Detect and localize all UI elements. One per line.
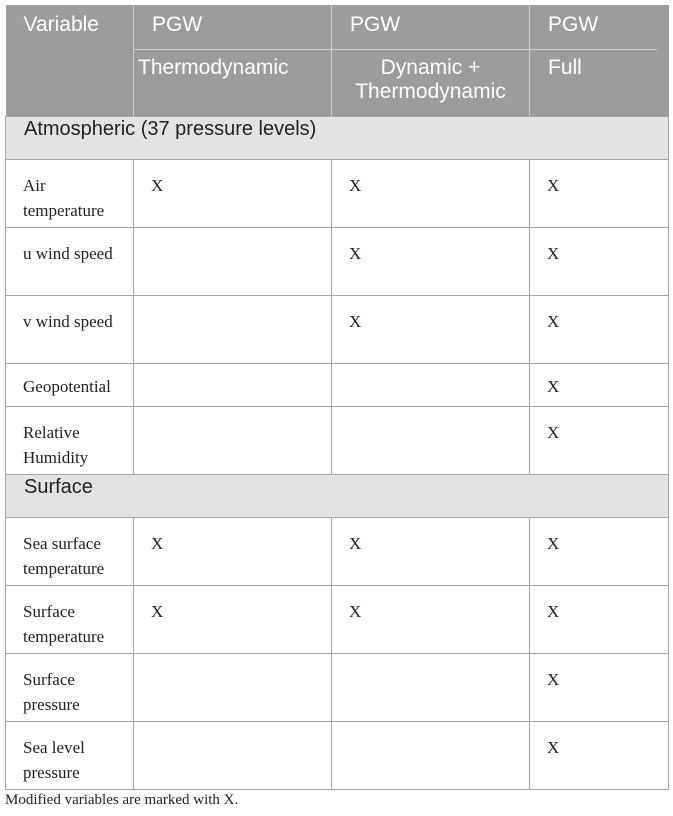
mark-cell [134,406,332,474]
header-col-2-top: PGW [350,13,401,36]
mark-cell [134,653,332,721]
mark-cell: X [530,653,669,721]
mark-cell: X [134,585,332,653]
section-title: Surface [6,474,669,517]
table-footnote: Modified variables are marked with X. [5,792,239,808]
mark-cell: X [530,363,669,406]
table-row [6,159,669,227]
mark-cell: X [332,585,530,653]
header-col-2-sub: Dynamic + Thermodynamic [355,56,506,103]
variable-cell: u wind speed [6,227,134,295]
table-row [6,363,669,406]
mark-cell: X [332,227,530,295]
variable-cell: Surface pressure [6,653,134,721]
mark-cell: X [134,517,332,585]
mark-cell: X [332,517,530,585]
header-col-thermodynamic [134,5,332,116]
variable-cell: Geopotential [6,363,134,406]
header-col-full [530,5,669,116]
variable-cell: v wind speed [6,295,134,363]
variable-cell: Sea level pressure [6,721,134,789]
variable-cell: Surface temperature [6,585,134,653]
table-row [6,517,669,585]
mark-cell [332,721,530,789]
mark-cell: X [134,159,332,227]
variable-cell: Air temperature [6,159,134,227]
table-header-row [6,5,669,116]
data-table-container [5,5,668,790]
section-title: Atmospheric (37 pressure levels) [6,116,669,159]
mark-cell: X [530,159,669,227]
table-row [6,653,669,721]
mark-cell [332,406,530,474]
mark-cell: X [530,295,669,363]
header-variable [6,5,134,116]
mark-cell [134,227,332,295]
mark-cell [332,653,530,721]
mark-cell: X [530,585,669,653]
variable-cell: Sea surface temperature [6,517,134,585]
variable-cell: Relative Humidity [6,406,134,474]
header-variable-label: Variable [23,13,99,36]
mark-cell: X [530,227,669,295]
mark-cell: X [332,295,530,363]
mark-cell [332,363,530,406]
header-col-1-top: PGW [152,13,203,36]
mark-cell: X [530,517,669,585]
section-row [6,116,669,159]
table-row [6,406,669,474]
header-col-3-sub: Full [548,56,582,79]
mark-cell: X [530,406,669,474]
mark-cell: X [332,159,530,227]
header-col-1-sub: Thermodynamic [138,56,289,79]
mark-cell [134,721,332,789]
mark-cell: X [530,721,669,789]
mark-cell [134,295,332,363]
table-row [6,585,669,653]
mark-cell [134,363,332,406]
table-row [6,721,669,789]
table-row [6,227,669,295]
section-row [6,474,669,517]
header-col-3-top: PGW [548,13,599,36]
table-row [6,295,669,363]
header-col-dynamic-thermodynamic [332,5,530,116]
modified-variables-table [5,5,669,790]
